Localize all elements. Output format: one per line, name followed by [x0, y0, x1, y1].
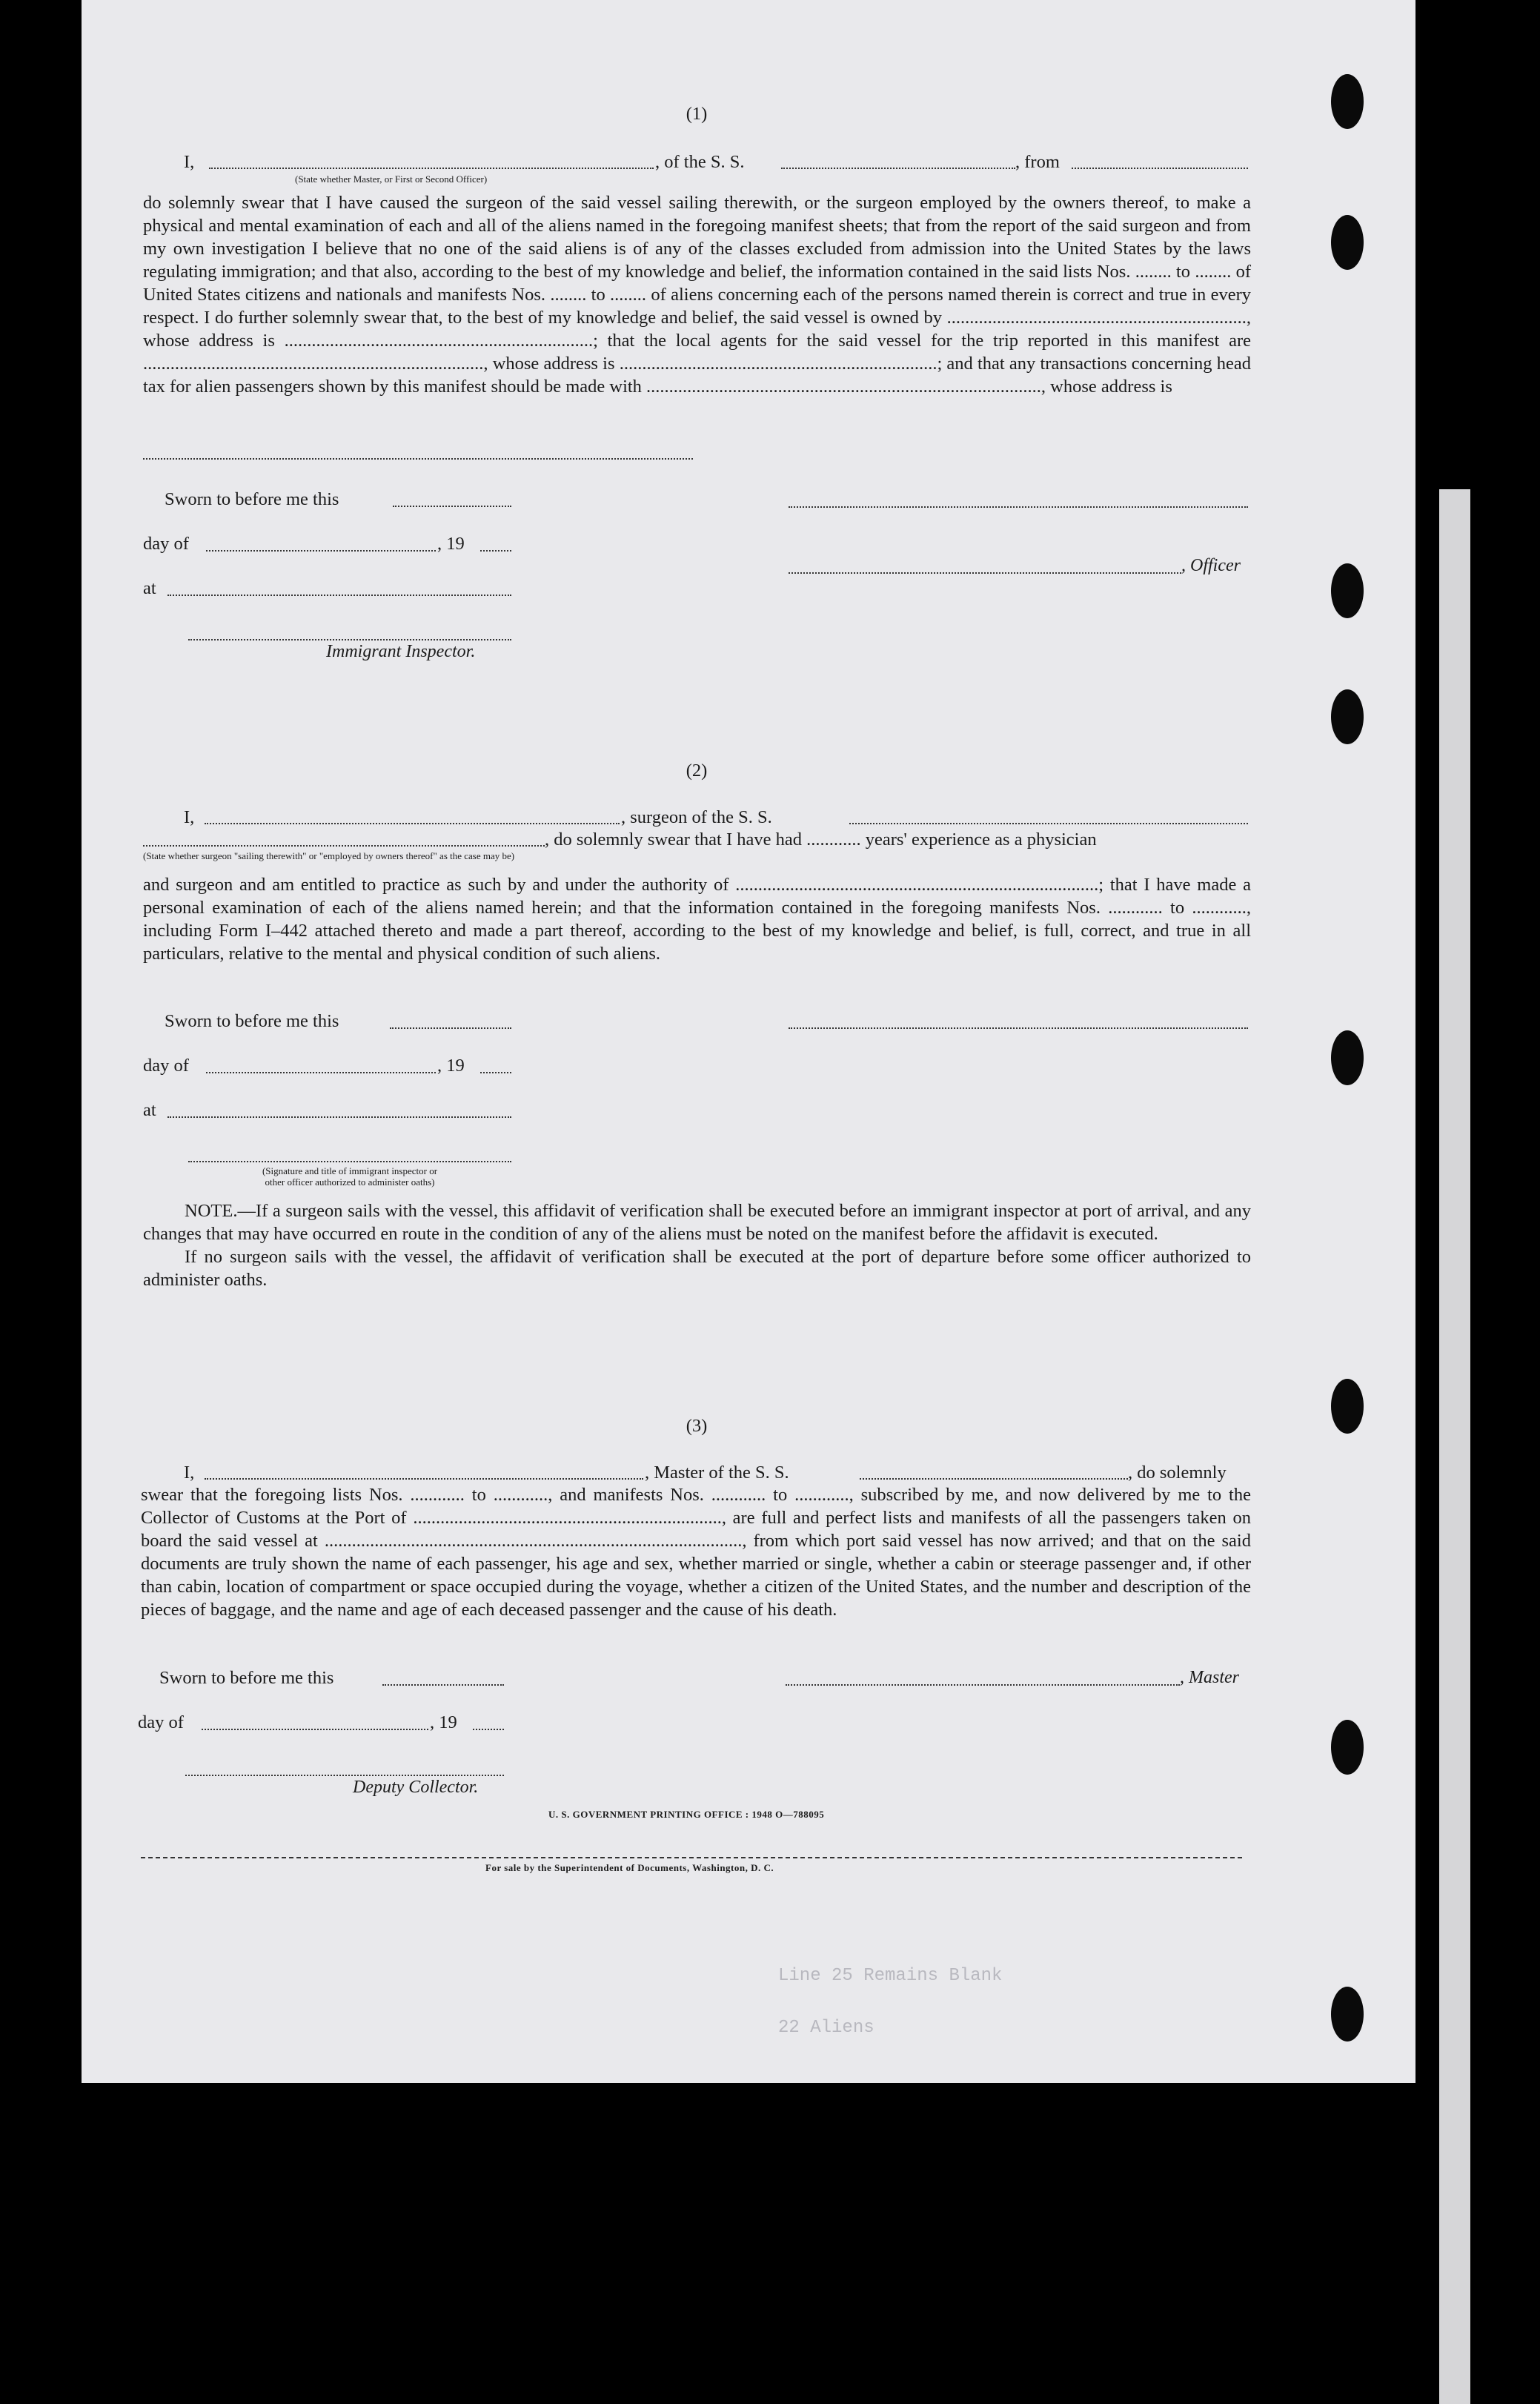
- s1-officer-signature-line[interactable]: [789, 506, 1248, 508]
- s2-signature-caption: [185, 1165, 514, 1188]
- show-through-text: Line 25 Remains Blank: [778, 1966, 1003, 1986]
- s2-vessel-field[interactable]: [849, 823, 1248, 824]
- binder-hole: [1331, 1720, 1364, 1775]
- s1-officer-rank-field[interactable]: [209, 168, 654, 169]
- s2-place-field[interactable]: [167, 1116, 511, 1118]
- s2-surgeon-name-field[interactable]: [205, 823, 620, 824]
- s3-sworn: Sworn to before me this: [159, 1668, 334, 1688]
- s1-inspector-label: Immigrant Inspector.: [326, 642, 476, 661]
- s2-surgeon-of: , surgeon of the S. S.: [621, 807, 772, 827]
- s1-from: , from: [1015, 152, 1060, 172]
- s2-surgeon-signature-line[interactable]: [789, 1027, 1248, 1029]
- s1-month-field[interactable]: [206, 550, 436, 552]
- s3-day-of: day of: [138, 1712, 184, 1732]
- s3-month-field[interactable]: [202, 1729, 428, 1730]
- s2-note-block: [143, 1199, 1251, 1291]
- s1-year-field[interactable]: [480, 550, 511, 552]
- s2-line2: , do solemnly swear that I have had ............ years' experience as a physician: [545, 830, 1097, 850]
- s3-sworn-date-field[interactable]: [382, 1684, 504, 1686]
- s2-sailing-status-field[interactable]: [143, 845, 545, 847]
- s2-sworn-date-field[interactable]: [390, 1027, 511, 1029]
- s1-day-of: day of: [143, 534, 189, 554]
- s1-vessel-field[interactable]: [781, 168, 1015, 169]
- s2-year: , 19: [437, 1056, 465, 1076]
- s3-master-label: , Master: [1180, 1668, 1239, 1687]
- footer-rule: [141, 1857, 1242, 1858]
- s2-day-of: day of: [143, 1056, 189, 1076]
- s2-note-2: If no surgeon sails with the vessel, the affidavit of verification shall be executed at the port of departure before some officer authorized to administer oaths.: [143, 1247, 1251, 1290]
- s3-vessel-field[interactable]: [860, 1478, 1128, 1480]
- s1-officer-name-field[interactable]: [789, 572, 1181, 574]
- s1-from-field[interactable]: [1072, 168, 1248, 169]
- binder-hole: [1331, 689, 1364, 744]
- binder-hole: [1331, 563, 1364, 618]
- s1-address-field[interactable]: [143, 458, 693, 460]
- s2-signature-caption-line2: other officer authorized to administer oaths): [265, 1176, 435, 1188]
- s1-of-ss: , of the S. S.: [655, 152, 745, 172]
- s3-body: swear that the foregoing lists Nos. ............ to ............, and manifests Nos. ............ to ............, subscribed by me, and now delivered by me to the Collector of Customs at the Port of ...................................................................., are full and perfect lists and manifests of all the passengers taken on board the said vessel at ............................................................................................, from which port said vessel has now arrived; and that on the said documents are truly shown the name of each passenger, his age and sex, whether married or single, whether a cabin or steerage passenger and, if other than cabin, location of compartment or space occupied during the voyage, whether a citizen of the United States, and the number and description of the pieces of baggage, and the name and age of each deceased passenger and the cause of his death.: [141, 1485, 1251, 1620]
- s1-year: , 19: [437, 534, 465, 554]
- s2-signature-caption-line1: (Signature and title of immigrant inspector or: [262, 1165, 438, 1176]
- binder-hole: [1331, 1379, 1364, 1434]
- show-through-text: 22 Aliens: [778, 2018, 874, 2038]
- s2-year-field[interactable]: [480, 1072, 511, 1073]
- s3-year-field[interactable]: [473, 1729, 504, 1730]
- s1-place-field[interactable]: [167, 595, 511, 596]
- s2-official-signature-field[interactable]: [188, 1161, 511, 1162]
- s2-sworn: Sworn to before me this: [165, 1011, 339, 1031]
- s1-sworn-date-field[interactable]: [393, 506, 511, 507]
- s1-caption: (State whether Master, or First or Second Officer): [295, 173, 488, 185]
- s1-inspector-signature-field[interactable]: [188, 639, 511, 640]
- s3-master-signature-field[interactable]: [786, 1684, 1180, 1686]
- s2-month-field[interactable]: [206, 1072, 436, 1073]
- s2-caption: (State whether surgeon "sailing therewith" or "employed by owners thereof" as the case may be): [143, 850, 515, 861]
- s1-officer-label: , Officer: [1181, 556, 1241, 575]
- sale-notice: For sale by the Superintendent of Documents, Washington, D. C.: [485, 1862, 774, 1873]
- s2-note: NOTE.—If a surgeon sails with the vessel, this affidavit of verification shall be executed before an immigrant inspector at port of arrival, and any changes that may have occurred en route in the condition of any of the aliens must be noted on the manifest before the affidavit is executed.: [143, 1201, 1251, 1244]
- s3-collector-label: Deputy Collector.: [353, 1778, 479, 1797]
- s1-at: at: [143, 578, 156, 598]
- s2-at: at: [143, 1100, 156, 1120]
- section-3-number: (3): [686, 1416, 708, 1436]
- binding-strip: [1439, 489, 1470, 2404]
- printing-office-imprint: U. S. GOVERNMENT PRINTING OFFICE : 1948 O—788095: [548, 1809, 825, 1820]
- s2-i: I,: [184, 807, 195, 827]
- s3-do-solemnly: , do solemnly: [1128, 1463, 1227, 1483]
- s1-body: do solemnly swear that I have caused the surgeon of the said vessel sailing therewith, or the surgeon employed by the owners thereof, to make a physical and mental examination of each and all of the aliens named in the foregoing manifest sheets; that from the report of the said surgeon and from my own investigation I believe that no one of the said aliens is of any of the classes excluded from admission into the United States by the laws regulating immigration; and that also, according to the best of my knowledge and belief, the information contained in the said lists Nos. ........ to ........ of United States citizens and nationals and manifests Nos. ........ to ........ of aliens concerning each of the persons named therein is correct and true in every respect. I do further solemnly swear that, to the best of my knowledge and belief, the said vessel is owned by .................................................................., whose address is ....................................................................; that the local agents for the said vessel for the trip reported in this manifest are ..........................................................................., whose address is ......................................................................; and that any transactions concerning head tax for alien passengers shown by this manifest should be made with ......................................................................................., whose address is: [143, 193, 1251, 397]
- binder-hole: [1331, 1987, 1364, 2042]
- binder-hole: [1331, 74, 1364, 129]
- s3-master-of: , Master of the S. S.: [645, 1463, 789, 1483]
- section-1-number: (1): [686, 104, 708, 124]
- s3-i: I,: [184, 1463, 195, 1483]
- binder-hole: [1331, 1030, 1364, 1085]
- s1-i: I,: [184, 152, 195, 172]
- s1-sworn: Sworn to before me this: [165, 489, 339, 509]
- binder-hole: [1331, 215, 1364, 270]
- s3-master-name-field[interactable]: [205, 1478, 643, 1480]
- s3-collector-signature-field[interactable]: [185, 1775, 504, 1776]
- s3-year: , 19: [430, 1712, 457, 1732]
- s2-body: and surgeon and am entitled to practice as such by and under the authority of ................................................................................; that I have made a personal examination of each of the aliens named herein; and that the information contained in the foregoing manifests Nos. ............ to ............, including Form I–442 attached thereto and made a part thereof, according to the best of my knowledge and belief, is full, correct, and true in all particulars, relative to the mental and physical condition of such aliens.: [143, 875, 1251, 964]
- section-2-number: (2): [686, 761, 708, 781]
